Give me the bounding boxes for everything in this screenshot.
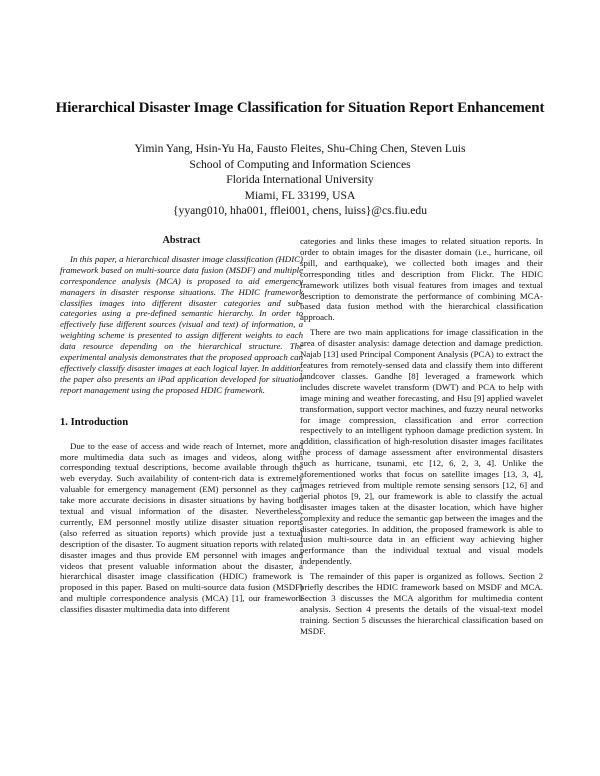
affiliation-school: School of Computing and Information Sciences bbox=[189, 157, 411, 171]
left-column bbox=[60, 236, 303, 619]
abstract-text: In this paper, a hierarchical disaster image classification (HDIC) framework based on multi-source data fusion (MSDF) and multiple correspondence analysis (MCA) is proposed to aid emergency managers in disaster response situations. The HDIC framework classifies images into different disaster categories and sub-categories using a pre-defined semantic hierarchy. In order to effectively fuse different sources (visual and text) of information, a weighting scheme is presented to assign different weights to each data resource depending on the hierarchical structure. The experimental analysis demonstrates that the proposed approach can effectively classify disaster images at each logical layer. In addition, the paper also presents an iPad application developed for situation report management using the proposed HDIC framework. bbox=[60, 253, 303, 395]
body-paragraph: categories and links these images to related situation reports. In order to obtain images for the disaster domain (i.e., hurricane, oil spill, and earthquake), we collected both images and their corresponding titles and description from Flickr. The HDIC framework utilizes both visual features from images and textual description to demonstrate the performance of combining MCA-based data fusion method with the hierarchical classification approach. bbox=[300, 236, 543, 323]
abstract-heading: Abstract bbox=[162, 235, 201, 246]
affiliation-university: Florida International University bbox=[226, 173, 374, 187]
author-list: Yimin Yang, Hsin-Yu Ha, Fausto Fleites, Shu-Ching Chen, Steven Luis bbox=[134, 142, 466, 155]
author-emails: {yyang010, hha001, fflei001, chens, luiss}@cs.fiu.edu bbox=[172, 204, 428, 218]
body-paragraph: The remainder of this paper is organized as follows. Section 2 briefly describes the HDIC framework based on MSDF and MCA. Section 3 discusses the MCA algorithm for multimedia content analysis. Section 4 presents the details of the visual-text model training. Section 5 discusses the hierarchical classification based on MSDF. bbox=[300, 571, 543, 636]
body-paragraph: There are two main applications for image classification in the area of disaster analysis: damage detection and damage prediction. Najab [13] used Principal Component Analysis (PCA) to extract the features from remotely-sensed data and classify them into different landcover classes. Gandhe [8] leveraged a framework which includes discrete wavelet transform (DWT) and PCA to help with image mining and weather forecasting, and Hsu [9] applied wavelet transformation, support vector machines, and fuzzy neural networks for image compression, classification and error correction respectively to an intelligent typhoon damage prediction system. In addition, classification of high-resolution disaster images facilitates the process of damage assessment after environmental disasters such as hurricane, tsunami, etc [12, 6, 2, 3, 4]. Unlike the aforementioned works that focus on satellite images [13, 3, 4], images retrieved from multiple remote sensing sensors [12, 6] and aerial photos [9, 2], our framework is able to classify the actual disaster images taken at the disaster location, which have higher complexity and reduce the semantic gap between the images and the disaster categories. In addition, the proposed framework is able to fusion multi-source data in an efficient way achieving higher performance than the individual textual and visual models independently. bbox=[300, 327, 543, 567]
affiliation-location: Miami, FL 33199, USA bbox=[244, 188, 356, 202]
introduction-heading: 1. Introduction bbox=[60, 416, 129, 428]
paper-title: Hierarchical Disaster Image Classification for Situation Report Enhancement bbox=[55, 100, 545, 116]
author-block bbox=[0, 141, 600, 219]
right-column bbox=[300, 236, 543, 641]
introduction-paragraph: Due to the ease of access and wide reach of Internet, more and more multimedia data such as images and videos, along with corresponding textual descriptions, become available through the web everyday. Such availability of content-rich data is extremely valuable for emergency management (EM) personnel as they can take more accurate decisions in disaster situations by having both textual and visual information of the disaster. Nevertheless, currently, EM personnel mostly utilize disaster situation reports (also referred as situation reports) which provide just a textual description of the disaster. To augment situation reports with related disaster images and thus provide EM personnel with images and videos that present valuable information about the disaster, a hierarchical disaster image classification (HDIC) framework is proposed in this paper. Based on multi-source data fusion (MSDF) and multiple correspondence analysis (MCA) [1], our framework classifies disaster multimedia data into different bbox=[60, 440, 303, 615]
